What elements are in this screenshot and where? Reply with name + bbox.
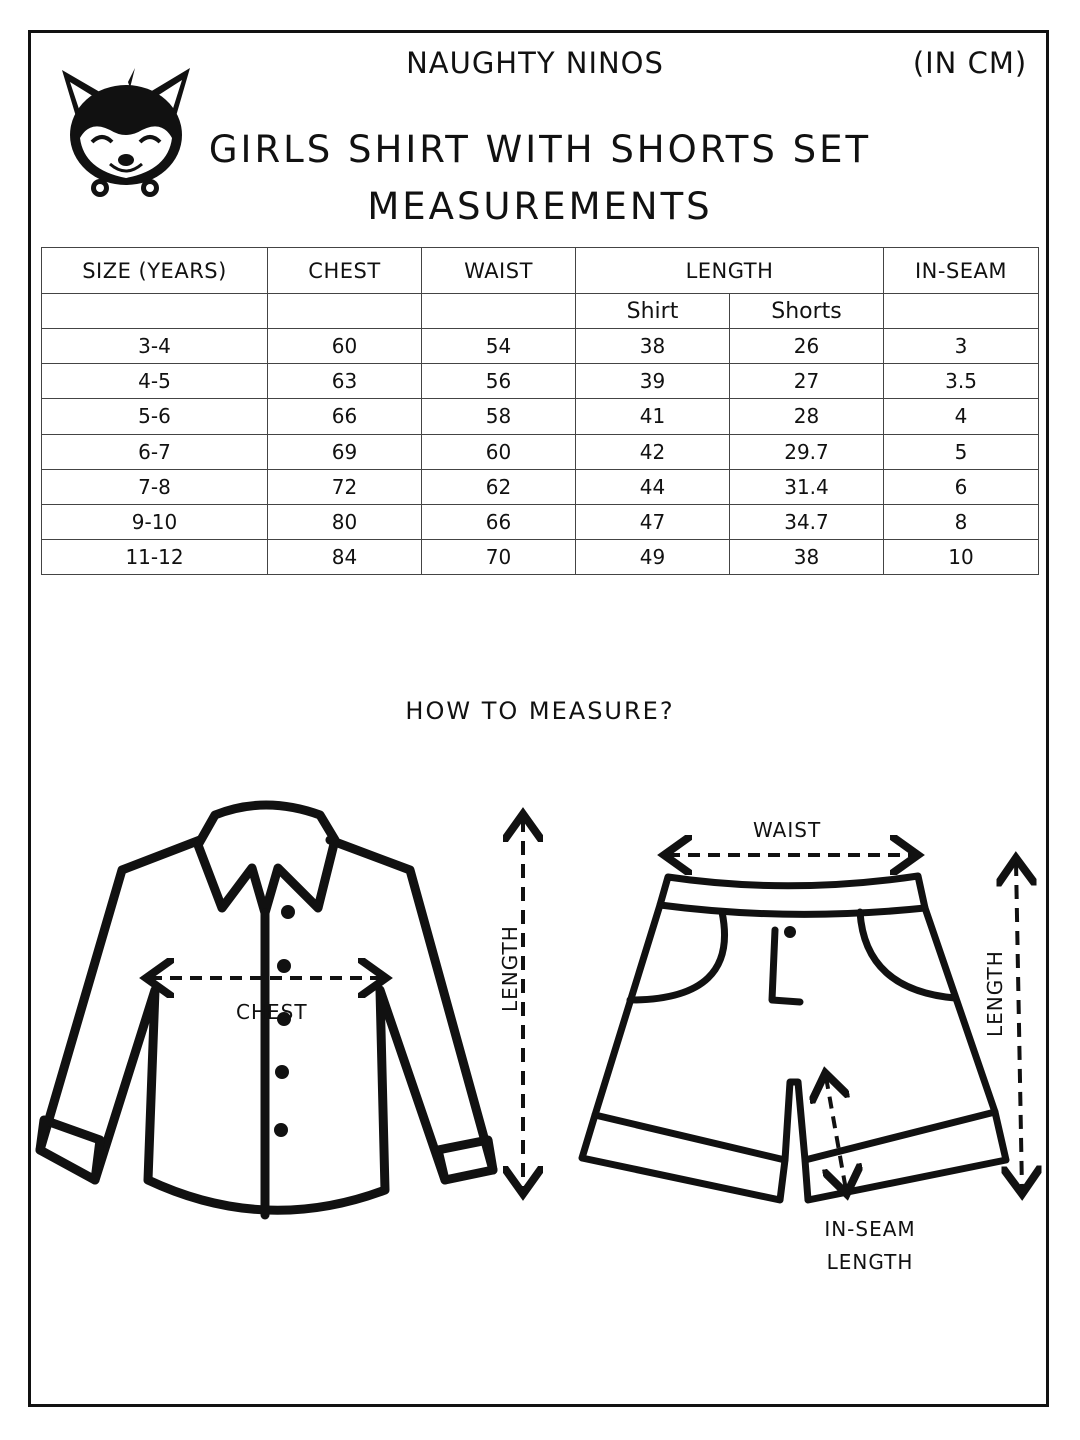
cell-waist: 66 — [422, 504, 576, 539]
cell-waist: 56 — [422, 364, 576, 399]
unit-label: (IN CM) — [912, 46, 1028, 80]
shirt-length-label: LENGTH — [498, 925, 522, 1012]
cell-shirt-length: 49 — [576, 539, 730, 574]
cell-size: 6-7 — [42, 434, 268, 469]
cell-shorts-length: 26 — [730, 329, 884, 364]
cell-shorts-length: 31.4 — [730, 469, 884, 504]
inseam-label-line2: LENGTH — [826, 1250, 914, 1274]
page-subtitle: MEASUREMENTS — [367, 185, 713, 228]
cell-inseam: 10 — [884, 539, 1039, 574]
cell-chest: 60 — [268, 329, 422, 364]
cell-size: 4-5 — [42, 364, 268, 399]
cell-shorts-length: 27 — [730, 364, 884, 399]
cell-shorts-length: 29.7 — [730, 434, 884, 469]
cell-chest: 66 — [268, 399, 422, 434]
cell-chest: 72 — [268, 469, 422, 504]
cell-size: 11-12 — [42, 539, 268, 574]
header-length: LENGTH — [576, 248, 884, 294]
shorts-icon — [582, 876, 1006, 1200]
header-inseam: IN-SEAM — [884, 248, 1039, 294]
cell-waist: 70 — [422, 539, 576, 574]
header-chest: CHEST — [268, 248, 422, 294]
inseam-label-line1: IN-SEAM — [824, 1217, 916, 1241]
cell-shirt-length: 41 — [576, 399, 730, 434]
cell-shirt-length: 42 — [576, 434, 730, 469]
chest-label: CHEST — [236, 1000, 308, 1024]
cell-inseam: 6 — [884, 469, 1039, 504]
cell-shorts-length: 38 — [730, 539, 884, 574]
cell-chest: 63 — [268, 364, 422, 399]
shorts-length-label: LENGTH — [983, 950, 1007, 1037]
cell-chest: 80 — [268, 504, 422, 539]
cell-shirt-length: 39 — [576, 364, 730, 399]
cell-shorts-length: 28 — [730, 399, 884, 434]
cell-chest: 69 — [268, 434, 422, 469]
cell-shirt-length: 44 — [576, 469, 730, 504]
cell-size: 7-8 — [42, 469, 268, 504]
cell-waist: 62 — [422, 469, 576, 504]
cell-inseam: 8 — [884, 504, 1039, 539]
subheader-shorts: Shorts — [730, 294, 884, 329]
cell-size: 3-4 — [42, 329, 268, 364]
cell-chest: 84 — [268, 539, 422, 574]
cell-inseam: 5 — [884, 434, 1039, 469]
page-title: GIRLS SHIRT WITH SHORTS SET — [208, 128, 872, 171]
waist-label: WAIST — [753, 818, 822, 842]
cell-waist: 60 — [422, 434, 576, 469]
cell-shirt-length: 38 — [576, 329, 730, 364]
inseam-arrow — [826, 1077, 846, 1190]
cell-shorts-length: 34.7 — [730, 504, 884, 539]
brand-name: NAUGHTY NINOS — [406, 46, 664, 80]
subheader-shirt: Shirt — [576, 294, 730, 329]
shorts-length-arrow — [1016, 862, 1022, 1190]
cell-inseam: 3.5 — [884, 364, 1039, 399]
cell-size: 5-6 — [42, 399, 268, 434]
header-waist: WAIST — [422, 248, 576, 294]
cell-size: 9-10 — [42, 504, 268, 539]
cell-waist: 54 — [422, 329, 576, 364]
how-to-measure-heading: HOW TO MEASURE? — [405, 697, 675, 725]
cell-shirt-length: 47 — [576, 504, 730, 539]
cell-waist: 58 — [422, 399, 576, 434]
cell-inseam: 3 — [884, 329, 1039, 364]
cell-inseam: 4 — [884, 399, 1039, 434]
header-size: SIZE (YEARS) — [42, 248, 268, 294]
